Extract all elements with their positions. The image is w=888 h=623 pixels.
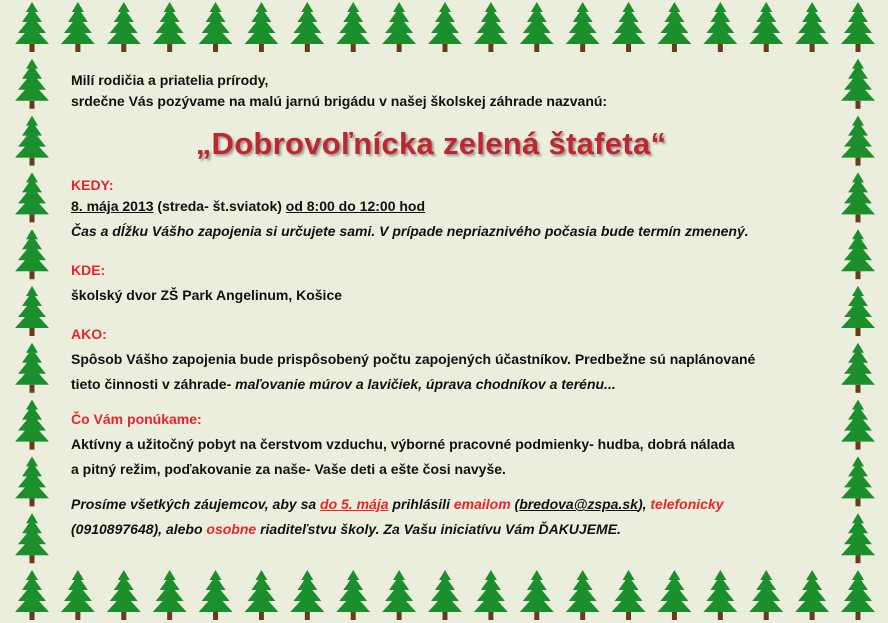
christmas-tree-icon xyxy=(15,229,49,279)
christmas-tree-icon xyxy=(841,400,875,450)
christmas-tree-icon xyxy=(15,400,49,450)
christmas-tree-icon xyxy=(795,570,829,620)
email-link[interactable]: bredova@zspa.sk xyxy=(519,496,638,512)
christmas-tree-icon xyxy=(841,2,875,52)
ponukame-line-1: Aktívny a užitočný pobyt na čerstvom vzduchu, výborné pracovné podmienky- hudba, dobrá nálada xyxy=(71,436,735,452)
christmas-tree-icon xyxy=(153,2,187,52)
christmas-tree-icon xyxy=(15,456,49,506)
closing-p4: ), xyxy=(637,496,651,512)
christmas-tree-icon xyxy=(749,2,783,52)
closing-p1: Prosíme všetkých záujemcov, aby sa xyxy=(71,496,321,512)
christmas-tree-icon xyxy=(15,59,49,109)
christmas-tree-icon xyxy=(841,570,875,620)
christmas-tree-icon xyxy=(244,2,278,52)
christmas-tree-icon xyxy=(520,2,554,52)
christmas-tree-icon xyxy=(290,570,324,620)
christmas-tree-icon xyxy=(336,2,370,52)
ponukame-line-2: a pitný režim, poďakovanie za naše- Vaše deti a ešte čosi navyše. xyxy=(71,461,506,477)
ako-line-1: Spôsob Vášho zapojenia bude prispôsobený počtu zapojených účastníkov. Predbežne sú naplánované xyxy=(71,351,756,367)
closing-p5: (0910897648), alebo xyxy=(71,521,207,537)
ako-line-2-start: tieto činnosti v záhrade- xyxy=(71,376,236,392)
christmas-tree-icon xyxy=(107,570,141,620)
christmas-tree-icon xyxy=(15,570,49,620)
christmas-tree-icon xyxy=(841,229,875,279)
christmas-tree-icon xyxy=(61,570,95,620)
closing-line-2 xyxy=(71,519,831,540)
christmas-tree-icon xyxy=(657,2,691,52)
christmas-tree-icon xyxy=(841,456,875,506)
christmas-tree-icon xyxy=(428,2,462,52)
christmas-tree-icon xyxy=(612,570,646,620)
closing-p2: prihlásili xyxy=(388,496,454,512)
kde-heading: KDE: xyxy=(71,262,106,278)
christmas-tree-icon xyxy=(244,570,278,620)
christmas-tree-icon xyxy=(749,570,783,620)
christmas-tree-icon xyxy=(703,2,737,52)
christmas-tree-icon xyxy=(841,116,875,166)
christmas-tree-icon xyxy=(657,570,691,620)
christmas-tree-icon xyxy=(382,570,416,620)
event-date: 8. mája 2013 xyxy=(71,198,154,214)
christmas-tree-icon xyxy=(199,2,233,52)
christmas-tree-icon xyxy=(566,2,600,52)
christmas-tree-icon xyxy=(15,172,49,222)
email-label: emailom xyxy=(453,496,511,512)
christmas-tree-icon xyxy=(841,513,875,563)
ako-heading: AKO: xyxy=(71,326,107,342)
phone-label: telefonicky xyxy=(650,496,724,512)
christmas-tree-icon xyxy=(15,2,49,52)
ako-line-2 xyxy=(71,374,831,395)
christmas-tree-icon xyxy=(841,59,875,109)
event-title: „Dobrovoľnícka zelená štafeta“ xyxy=(195,126,667,161)
christmas-tree-icon xyxy=(566,570,600,620)
christmas-tree-icon xyxy=(474,570,508,620)
closing-p3: ( xyxy=(510,496,520,512)
christmas-tree-icon xyxy=(15,343,49,393)
ako-activities: maľovanie múrov a lavičiek, úprava chodníkov a terénu... xyxy=(235,376,616,392)
christmas-tree-icon xyxy=(612,2,646,52)
christmas-tree-icon xyxy=(474,2,508,52)
christmas-tree-icon xyxy=(841,172,875,222)
christmas-tree-icon xyxy=(15,116,49,166)
greeting-line-2: srdečne Vás pozývame na malú jarnú brigádu v našej školskej záhrade nazvanú: xyxy=(71,93,608,109)
kedy-heading: KEDY: xyxy=(71,177,114,193)
deadline: do 5. mája xyxy=(320,496,389,512)
christmas-tree-icon xyxy=(290,2,324,52)
kedy-datetime xyxy=(71,196,831,217)
christmas-tree-icon xyxy=(107,2,141,52)
christmas-tree-icon xyxy=(795,2,829,52)
event-time: od 8:00 do 12:00 hod xyxy=(285,198,426,214)
christmas-tree-icon xyxy=(428,570,462,620)
christmas-tree-icon xyxy=(703,570,737,620)
christmas-tree-icon xyxy=(15,286,49,336)
christmas-tree-icon xyxy=(15,513,49,563)
christmas-tree-icon xyxy=(61,2,95,52)
christmas-tree-icon xyxy=(336,570,370,620)
greeting-line-1: Milí rodičia a priatelia prírody, xyxy=(71,72,269,88)
ponukame-heading: Čo Vám ponúkame: xyxy=(71,411,202,427)
kde-place: školský dvor ZŠ Park Angelinum, Košice xyxy=(71,287,343,303)
christmas-tree-icon xyxy=(199,570,233,620)
kedy-note: Čas a dĺžku Vášho zapojenia si určujete sami. V prípade nepriaznivého počasia bude termín zmenený. xyxy=(71,223,749,239)
christmas-tree-icon xyxy=(153,570,187,620)
christmas-tree-icon xyxy=(841,343,875,393)
event-day-note: (streda- št.sviatok) xyxy=(153,198,286,214)
christmas-tree-icon xyxy=(841,286,875,336)
closing-line-1 xyxy=(71,494,831,515)
closing-p6: riaditeľstvu školy. Za Vašu iniciatívu Vám ĎAKUJEME. xyxy=(256,521,621,537)
christmas-tree-icon xyxy=(382,2,416,52)
in-person-label: osobne xyxy=(206,521,257,537)
invitation-content xyxy=(71,70,831,540)
christmas-tree-icon xyxy=(520,570,554,620)
